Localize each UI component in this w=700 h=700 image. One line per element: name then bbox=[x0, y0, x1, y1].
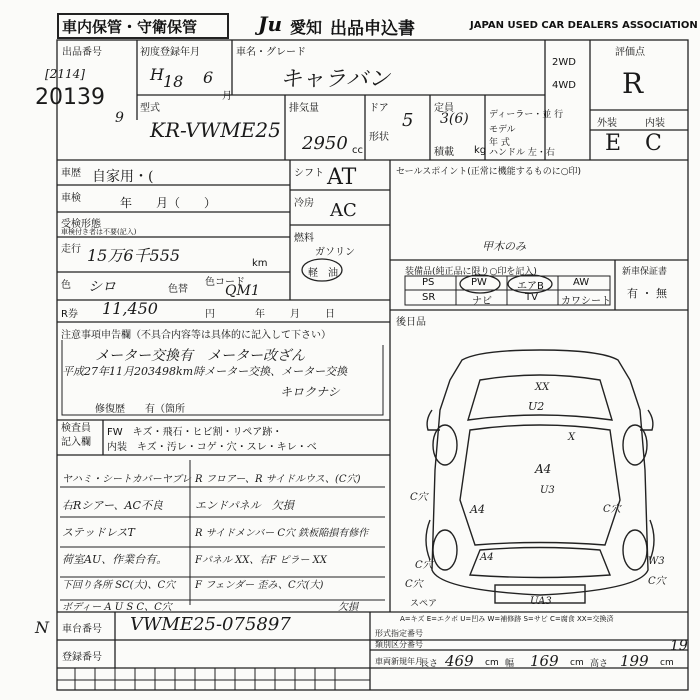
equip-sr: SR bbox=[422, 292, 436, 303]
line-c2: R サイドメンバー C穴 鉄板陥損有修作 bbox=[195, 528, 369, 539]
line-d2: Fパネル XX、右F ピラー XX bbox=[195, 555, 327, 566]
color-code-label: 色コード bbox=[205, 277, 245, 288]
doors: 5 bbox=[402, 110, 414, 131]
inspection-val: 年 月（ ） bbox=[120, 196, 217, 210]
shape-label: 形状 bbox=[369, 132, 389, 143]
shift-val: AT bbox=[327, 165, 357, 190]
association-name: JAPAN USED CAR DEALERS ASSOCIATION bbox=[470, 20, 698, 31]
line-a1: ヤハミ・シートカバーヤブレ bbox=[62, 474, 192, 485]
diag-mark: A4 bbox=[470, 503, 485, 516]
diag-mark: C穴 bbox=[648, 576, 666, 587]
n-mark: N bbox=[35, 618, 49, 637]
note-3: キロクナシ bbox=[280, 385, 340, 399]
shift-label: シフト bbox=[294, 168, 324, 179]
diag-mark: U2 bbox=[528, 400, 545, 413]
score-val: R bbox=[622, 67, 644, 100]
line-b2: エンドパネル 欠損 bbox=[195, 499, 294, 512]
diag-mark: C穴 bbox=[415, 560, 433, 571]
height-label: 高さ bbox=[590, 659, 609, 669]
class-no-label: 類別区分番号 bbox=[375, 640, 423, 649]
lot-bracket: [2114] bbox=[45, 67, 85, 81]
model-label: 車名・グレード bbox=[236, 47, 306, 58]
diag-mark: U3 bbox=[540, 485, 555, 496]
r-ticket-val: 11,450 bbox=[102, 299, 158, 318]
sales-note: 甲木のみ bbox=[482, 240, 526, 253]
line-e2: F フェンダー 歪み、C穴(大) bbox=[195, 580, 324, 591]
brand-logo: Ju bbox=[258, 12, 283, 36]
yen-label: 円 bbox=[205, 309, 215, 320]
equip-navi: ナビ bbox=[472, 296, 492, 307]
title-text: 車内保管・守衛保管 bbox=[62, 18, 198, 36]
len-label: 長さ bbox=[420, 659, 439, 669]
width-label: 幅 bbox=[505, 659, 515, 669]
line-f1: ボディー A U S C、C穴 bbox=[62, 602, 172, 613]
cc-label: cc bbox=[352, 145, 363, 156]
diag-mark: W3 bbox=[648, 556, 665, 567]
line-d1: 荷室AU、作業台有。 bbox=[62, 553, 168, 566]
diag-mark: A4 bbox=[480, 552, 494, 563]
shape-spec-label: 形式指定番号 bbox=[375, 629, 423, 638]
month-unit: 月 bbox=[222, 91, 232, 102]
year-val: 18 bbox=[163, 72, 184, 91]
type-label: 型式 bbox=[140, 103, 160, 114]
cooler-val: AC bbox=[330, 200, 357, 221]
r-ticket-label: R券 bbox=[61, 309, 78, 320]
ext-val: E bbox=[605, 131, 622, 156]
form-title: 出品申込書 bbox=[330, 19, 415, 39]
car-name: キャラバン bbox=[280, 67, 391, 92]
diag-mark: XX bbox=[535, 382, 550, 393]
diag-mark: X bbox=[568, 432, 576, 443]
first-reg-label: 初度登録年月 bbox=[140, 47, 200, 58]
inspect-row-interior: 内装 キズ・汚レ・コゲ・穴・スレ・キレ・べ bbox=[107, 442, 317, 453]
notes-title: 注意事項申告欄（不具合内容等は具体的に記入して下さい） bbox=[61, 330, 331, 341]
dealer-label: ディーラー・並 行 bbox=[489, 110, 564, 120]
usage-label: 車歴 bbox=[61, 168, 81, 179]
diesel-label: 軽 油 bbox=[308, 268, 338, 279]
height-val: 199 bbox=[620, 652, 649, 670]
spec-no-label: 車両新規年月 bbox=[375, 657, 423, 666]
fuel-label: 燃料 bbox=[294, 233, 314, 244]
equip-tv: TV bbox=[525, 292, 538, 303]
model-year-label: モデル 年 式 bbox=[489, 125, 516, 148]
inspect-row-fw: FW キズ・飛石・ヒビ割・リペア跡・ bbox=[107, 427, 283, 438]
score-label: 評価点 bbox=[615, 47, 645, 58]
sales-points-label: セールスポイント(正常に機能するものに○印) bbox=[396, 167, 582, 177]
month-val: 6 bbox=[203, 68, 214, 87]
equip-aw: AW bbox=[573, 277, 590, 288]
yes-no: 有 ・ 無 bbox=[627, 287, 667, 300]
line-e1: 下回り各所 SC(大)、C穴 bbox=[62, 580, 176, 591]
handle-label: ハンドル 左・右 bbox=[489, 148, 555, 158]
2wd-label: 2WD bbox=[552, 57, 576, 68]
color-code-val: QM1 bbox=[225, 283, 260, 299]
line-f2: 欠損 bbox=[338, 602, 358, 613]
equip-leather: カワシート bbox=[561, 296, 611, 307]
damage-legend: A=キズ E=エクボ U=凹み W=補修跡 S=サビ C=腐食 XX=交換済 bbox=[400, 615, 614, 623]
len-val: 469 bbox=[445, 652, 474, 670]
width-cm: cm bbox=[570, 658, 584, 668]
spare-label: スペア bbox=[410, 599, 438, 609]
later-label: 後日品 bbox=[396, 317, 426, 328]
inspect-check-label: 検査員 記入欄 bbox=[61, 423, 91, 448]
type-code: KR-VWME25 bbox=[150, 118, 281, 142]
line-a2: R フロアー、R サイドルウス、(C穴) bbox=[195, 474, 361, 485]
lot-label: 出品番号 bbox=[62, 47, 102, 58]
note-1: メーター交換有 メーター改ざん bbox=[95, 348, 305, 364]
4wd-label: 4WD bbox=[552, 80, 576, 91]
line-c1: ステッドレスT bbox=[62, 526, 135, 539]
door-label: ドア bbox=[369, 103, 389, 114]
disp-label: 排気量 bbox=[289, 103, 319, 114]
diag-mark: A4 bbox=[535, 462, 552, 476]
color-label: 色 bbox=[61, 280, 71, 291]
exterior-label: 外装 bbox=[597, 118, 617, 129]
capacity: 3(6) bbox=[440, 111, 469, 127]
diag-mark: C穴 bbox=[603, 504, 621, 515]
era: H bbox=[150, 65, 164, 84]
orig-color-label: 色替 bbox=[168, 284, 188, 295]
tail-mark: 19 bbox=[670, 638, 688, 654]
kg-label: kg bbox=[474, 145, 487, 156]
int-val: C bbox=[645, 131, 662, 156]
displacement: 2950 bbox=[302, 133, 348, 154]
color-val: シロ bbox=[88, 279, 116, 295]
note-2: 平成27年11月203498km時メーター交換、メーター交換 bbox=[62, 365, 348, 378]
accept-label: 受検形態 bbox=[61, 219, 101, 230]
new-book-label: 新車保証書 bbox=[622, 267, 668, 277]
cooler-label: 冷房 bbox=[294, 198, 314, 209]
accept-sub: 車検付き者は不要(記入) bbox=[61, 228, 137, 236]
equip-ps: PS bbox=[422, 277, 435, 288]
equip-label: 装備品(純正品に限り○印を記入) bbox=[405, 267, 537, 277]
month-label: 月 bbox=[290, 309, 300, 320]
brand-name: 愛知 bbox=[290, 18, 323, 37]
chassis-val: VWME25-075897 bbox=[130, 614, 291, 635]
width-val: 169 bbox=[530, 652, 559, 670]
len-cm: cm bbox=[485, 658, 499, 668]
reg-no-label: 登録番号 bbox=[62, 652, 102, 663]
usage-val: 自家用・( bbox=[92, 169, 154, 185]
mileage-unit: km bbox=[252, 258, 268, 269]
cap-label: 定員 bbox=[434, 103, 454, 114]
equip-pw: PW bbox=[471, 277, 487, 288]
diag-mark: C穴 bbox=[410, 492, 428, 503]
diag-mark: UA3 bbox=[530, 596, 552, 607]
lot-suffix: 9 bbox=[115, 110, 124, 126]
gasoline-label: ガソリン bbox=[315, 247, 355, 258]
repair-label: 修復歴 有（箇所 bbox=[95, 404, 185, 415]
interior-label: 内装 bbox=[645, 118, 665, 129]
line-b1: 右Rシアー、AC不良 bbox=[62, 499, 163, 512]
chassis-label: 車台番号 bbox=[62, 624, 102, 635]
day-label: 日 bbox=[325, 309, 335, 320]
lot-main: 20139 bbox=[35, 85, 105, 110]
height-cm: cm bbox=[660, 658, 674, 668]
inspection-label: 車検 bbox=[61, 193, 81, 204]
diag-mark: C穴 bbox=[405, 579, 423, 590]
equip-airbag: エアB bbox=[517, 281, 544, 292]
mileage-val: 15万6千555 bbox=[87, 246, 181, 265]
mileage-label: 走行 bbox=[61, 244, 81, 255]
year-label: 年 bbox=[255, 309, 265, 320]
load-label: 積載 bbox=[434, 147, 454, 158]
